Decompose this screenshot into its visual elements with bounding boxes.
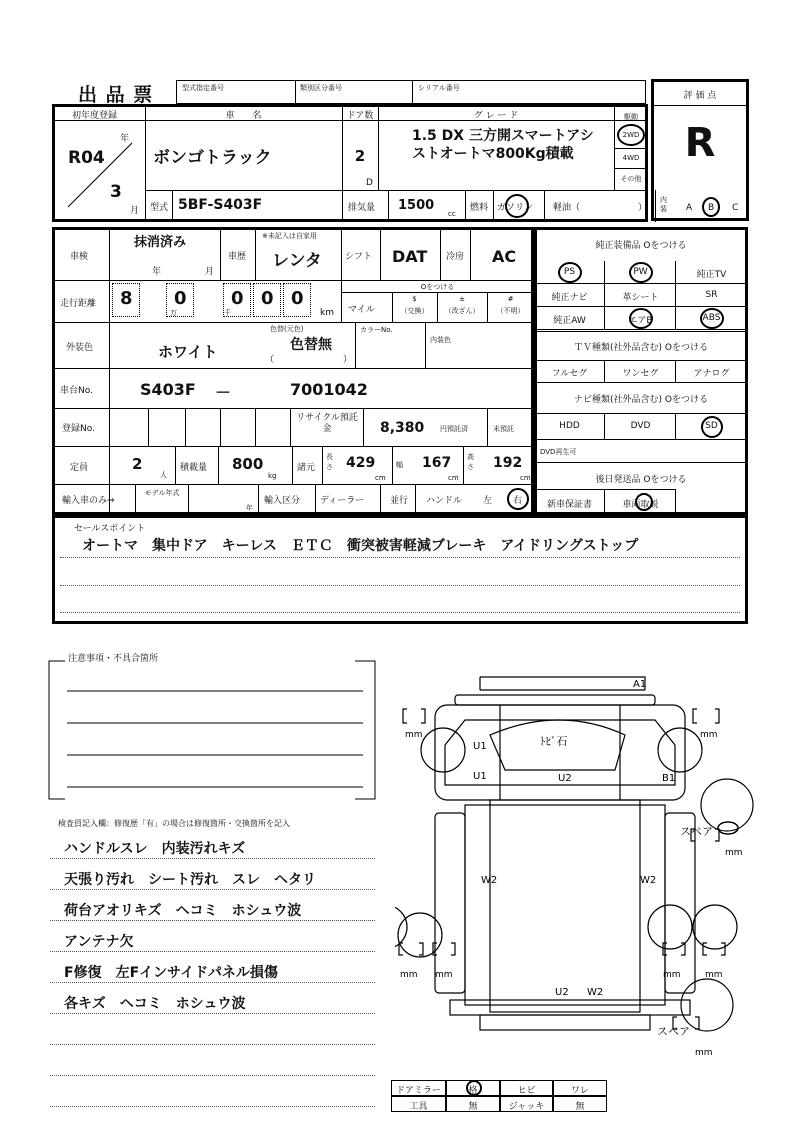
sales-label: セールスポイント — [74, 524, 146, 534]
reg-month: 3 — [110, 182, 122, 202]
import-label: 輸入車のみ⇒ — [62, 496, 115, 506]
bottom-cell-text: ワレ — [570, 1086, 589, 1096]
load-label: 積載量 — [180, 463, 208, 473]
mirror-circle — [466, 1080, 482, 1096]
fuel-circle — [505, 194, 529, 218]
inspector-rule — [50, 889, 375, 890]
load-value: 800 — [232, 455, 264, 473]
interior-a: A — [686, 203, 693, 213]
mileage-man: 万 — [170, 309, 177, 317]
inspector-rule — [50, 1075, 375, 1076]
navi-item: DVD — [630, 421, 651, 431]
inspection-label: 車検 — [70, 252, 89, 262]
import-dealer: ディーラー — [320, 496, 365, 506]
header-code-box — [176, 80, 646, 104]
equip-item: 純正ナビ — [551, 293, 588, 303]
interior-b: B — [708, 203, 715, 213]
inspection-month: 月 — [205, 267, 215, 277]
drive-other: その他 — [620, 175, 642, 183]
interior-c: C — [732, 203, 739, 213]
not-deposited: 未預託 — [493, 425, 514, 433]
mm-6: mm — [663, 970, 681, 980]
dmg-u2-a: U2 — [558, 773, 572, 784]
car-name-label: 車 名 — [225, 111, 262, 121]
inspector-line: 各キズ ヘコミ ホシュウ波 — [64, 996, 246, 1012]
recycle-value: 8,380 — [380, 420, 425, 436]
equip-circle — [558, 262, 582, 283]
grade-label: グ レ ー ド — [473, 111, 519, 121]
date-slash — [60, 135, 140, 215]
inspector-rule — [50, 982, 375, 983]
fuel-label: 燃料 — [470, 203, 489, 213]
mileage-mile: マイル — [348, 305, 375, 315]
inspector-line: アンテナ欠 — [64, 934, 134, 950]
bottom-cell-text: 工具 — [409, 1102, 428, 1112]
bottom-cell-text: 格 — [468, 1086, 478, 1096]
height-value: 192 — [493, 455, 523, 471]
interior-label: 内装 — [660, 196, 667, 213]
inspector-rule — [50, 951, 375, 952]
unknown-text: （不明） — [496, 307, 525, 315]
inspector-line: F修復 左Fインサイドパネル損傷 — [64, 965, 278, 981]
drive-label: 駆動 — [624, 113, 638, 121]
mm-2: mm — [700, 730, 718, 740]
fuel-close: ） — [638, 203, 648, 213]
drive-4wd: 4WD — [622, 154, 640, 162]
car-name: ボンゴトラック — [153, 148, 272, 168]
rating-label: 評 価 点 — [683, 91, 717, 101]
dims-label: 諸元 — [297, 463, 316, 473]
recycle-unit: 円預託済 — [440, 425, 468, 433]
equip-item: エアB — [628, 316, 653, 326]
mm-4: mm — [400, 970, 418, 980]
reg-label: 登録No. — [62, 424, 95, 434]
dmg-u1-b: U1 — [473, 771, 487, 782]
mm-5: mm — [435, 970, 453, 980]
paren-open: （ — [265, 355, 275, 365]
doors-value: 2 — [354, 147, 366, 165]
exterior-color: ホワイト — [158, 343, 218, 361]
mileage-label: 走行距離 — [60, 299, 97, 309]
displacement-value: 1500 — [398, 198, 435, 213]
persons-unit: 人 — [160, 471, 167, 479]
notes-bracket — [45, 655, 385, 805]
chassis-number: 7001042 — [290, 380, 368, 399]
dmg-u2-b: U2 — [555, 987, 569, 998]
later-title: 後日発送品 Oをつける — [595, 475, 687, 485]
sales-point-box — [52, 515, 748, 624]
mm-7: mm — [705, 970, 723, 980]
mileage-digit: 8 — [120, 288, 133, 309]
equip-item: PW — [633, 267, 648, 277]
mileage-km: km — [320, 308, 334, 318]
ac-label: 冷房 — [446, 252, 465, 262]
grade-value: 1.5 DX 三方開スマートアシストオートマ800Kg積載 — [412, 128, 594, 162]
drive-2wd: 2WD — [622, 131, 640, 139]
model-code-label: 型式指定番号 — [182, 84, 224, 92]
serial-label: シリアル番号 — [418, 84, 460, 92]
navi-item: SD — [705, 421, 718, 431]
length-label: 長さ — [326, 453, 333, 471]
capacity-label: 定員 — [70, 463, 89, 473]
equip-circle — [700, 308, 724, 329]
handle-right-circle — [507, 488, 529, 510]
mileage-sen: 千 — [224, 309, 231, 317]
cc-unit: cc — [448, 210, 456, 218]
rating-value: R — [684, 120, 716, 166]
chassis-label: 車台No. — [60, 386, 93, 396]
inspection-year: 年 — [152, 267, 162, 277]
mm-1: mm — [405, 730, 423, 740]
width-value: 167 — [422, 455, 452, 471]
mileage-digit: 0 — [231, 288, 244, 309]
history-label: 車歴 — [228, 252, 247, 262]
vehicle-diagram — [395, 665, 765, 1075]
doors-suffix: D — [366, 178, 373, 188]
interior-circle — [702, 197, 720, 217]
year-unit: 年 — [120, 134, 130, 144]
navi-title: ナビ種類(社外品含む) Oをつける — [574, 395, 708, 405]
paren-close: ） — [343, 355, 353, 365]
navi-circle — [701, 416, 723, 438]
color-label: 外装色 — [66, 343, 94, 353]
handle-right: 右 — [513, 496, 523, 506]
equip-circle — [629, 308, 653, 329]
notes-label: 注意事項・不具合箇所 — [68, 654, 159, 664]
windshield-note: ﾄﾋﾞ石 — [540, 735, 568, 748]
dmg-a1: A1 — [633, 679, 647, 690]
inspector-rule — [50, 1013, 375, 1014]
equip-item: ABS — [702, 313, 721, 323]
bottom-cell-text: ジャッキ — [508, 1102, 545, 1112]
unknown-sym: # — [507, 295, 514, 303]
inspector-line: ハンドルスレ 内装汚れキズ — [64, 841, 246, 857]
repaint-label: 色替(元色) — [270, 325, 304, 333]
interior-color-label: 内装色 — [430, 336, 451, 344]
equipment-title: 純正装備品 Oをつける — [595, 241, 687, 251]
inspector-rule — [50, 920, 375, 921]
mm-8: mm — [695, 1048, 713, 1058]
handle-left: 左 — [483, 496, 493, 506]
tv-title: ＴＶ種類(社外品含む) Oをつける — [574, 343, 708, 353]
inspector-rule — [50, 1044, 375, 1045]
bottom-cell-text: 無 — [468, 1102, 478, 1112]
inspector-line: 天張り汚れ シート汚れ スレ ヘタリ — [64, 872, 316, 888]
mileage-mark-label: Oをつける — [420, 283, 455, 291]
import-parallel: 並行 — [390, 496, 409, 506]
import-year: 年 — [246, 504, 253, 512]
sales-text: オートマ 集中ドア キーレス ＥＴＣ 衝突被害軽減ブレーキ アイドリングストップ — [82, 538, 639, 554]
model-prefix: 型式 — [150, 203, 169, 213]
bottom-cell-text: ヒビ — [517, 1086, 536, 1096]
later-item: 新車保証書 — [546, 500, 592, 510]
width-label: 幅 — [396, 461, 403, 469]
equip-item: 純正AW — [553, 316, 586, 326]
tv-item: フルセグ — [551, 369, 588, 379]
exchange-sym: $ — [412, 295, 417, 303]
dvd-play: DVD再生可 — [540, 448, 577, 456]
color-no-label: カラーNo. — [360, 326, 393, 334]
era-year: R04 — [68, 148, 105, 168]
dmg-w2-b: W2 — [640, 875, 657, 886]
shift-value: DAT — [392, 247, 428, 266]
width-cm: cm — [448, 474, 459, 482]
inspector-label: 検査員記入欄：修復歴「有」の場合は修復箇所・交換箇所を記入 — [58, 819, 290, 828]
fuel-diesel: 軽油（ — [553, 203, 581, 213]
dmg-w2-a: W2 — [481, 875, 498, 886]
model-year-label: モデル年式 — [144, 489, 180, 497]
chassis-prefix: S403F — [140, 380, 196, 399]
chassis-dash: － — [215, 383, 232, 402]
later-item: 車両取説 — [622, 500, 659, 510]
ac-value: AC — [492, 247, 517, 266]
load-unit: kg — [268, 472, 277, 480]
mileage-digit: 0 — [291, 288, 304, 309]
dmg-w2-c: W2 — [587, 987, 604, 998]
mileage-digit: 0 — [261, 288, 274, 309]
recycle-label: リサイクル預託金 — [296, 413, 358, 434]
class-code-label: 類別区分番号 — [300, 84, 342, 92]
drive-2wd-circle — [617, 124, 645, 146]
fuel-gasoline: ガソリン — [497, 203, 534, 213]
form-title: 出 品 票 — [78, 84, 154, 106]
equip-item: 純正TV — [696, 270, 727, 280]
handle-label: ハンドル — [426, 496, 463, 506]
first-reg-label: 初年度登録 — [72, 111, 118, 121]
altered-sym: ± — [459, 295, 465, 303]
history-value: レンタ — [272, 251, 322, 271]
spare-2: スペア — [657, 1025, 690, 1038]
equip-circle — [629, 262, 653, 283]
shift-label: シフト — [345, 252, 373, 262]
bottom-cell-text: 無 — [575, 1102, 585, 1112]
persons-value: 2 — [132, 455, 143, 473]
later-circle — [635, 493, 653, 511]
height-label: 高さ — [467, 453, 474, 471]
navi-item: HDD — [559, 421, 580, 431]
length-value: 429 — [346, 455, 376, 471]
repaint-value: 色替無 — [290, 337, 332, 353]
import-category-label: 輸入区分 — [264, 496, 301, 506]
length-cm: cm — [375, 474, 386, 482]
displacement-label: 排気量 — [348, 203, 376, 213]
tv-item: ワンセグ — [622, 369, 659, 379]
mm-3: mm — [725, 848, 743, 858]
inspector-rule — [50, 858, 375, 859]
bottom-cell-text: ドアミラー — [396, 1086, 441, 1096]
equip-item: PS — [563, 267, 576, 277]
mileage-digit: 0 — [174, 288, 187, 309]
doors-label: ドア数 — [346, 111, 374, 121]
dmg-b1: B1 — [662, 773, 676, 784]
model-value: 5BF-S403F — [178, 197, 263, 213]
inspector-rule — [50, 1106, 375, 1107]
tv-item: アナログ — [693, 369, 730, 379]
inspector-line: 荷台アオリキズ ヘコミ ホシュウ波 — [64, 903, 302, 919]
history-note: ※未記入は自家用 — [262, 232, 317, 240]
exchange-text: （交換） — [400, 307, 429, 315]
month-unit: 月 — [130, 206, 140, 216]
inspection-value: 抹消済み — [134, 235, 187, 250]
spare-1: スペア — [680, 825, 713, 838]
altered-text: （改ざん） — [444, 307, 480, 315]
equip-item: 革シート — [622, 293, 659, 303]
dmg-u1-a: U1 — [473, 741, 487, 752]
equip-item: SR — [705, 290, 718, 300]
height-cm: cm — [520, 474, 531, 482]
